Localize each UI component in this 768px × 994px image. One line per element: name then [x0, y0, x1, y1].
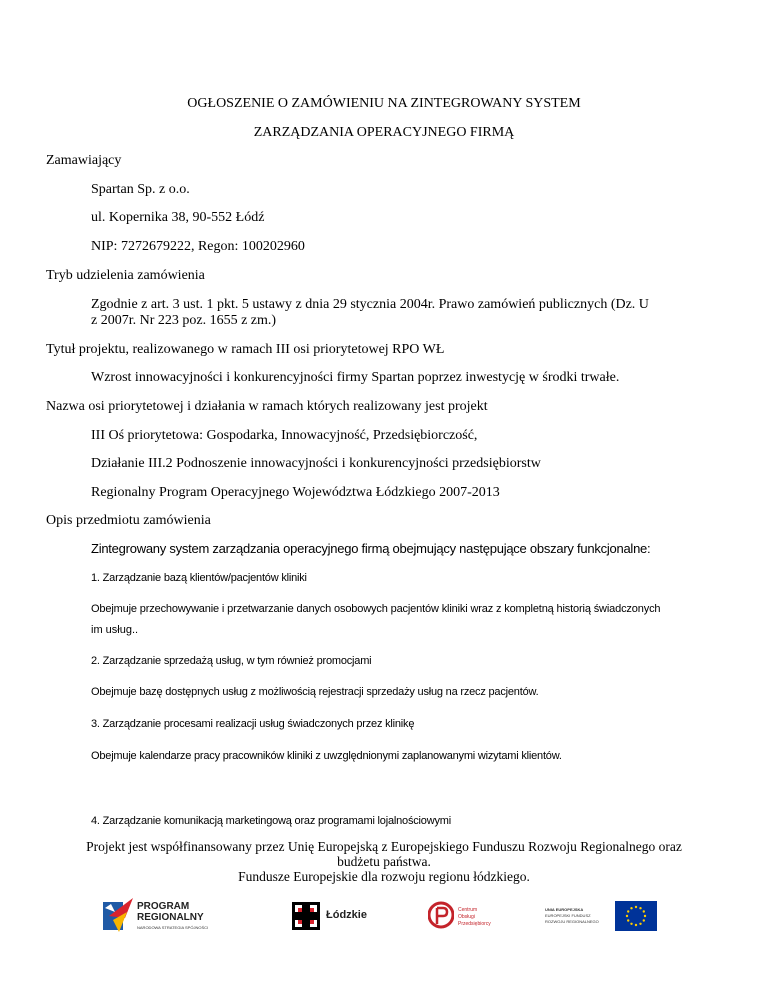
- eu-star-icon: [635, 906, 637, 908]
- eu-star-icon: [630, 923, 632, 925]
- item-2-desc: Obejmuje bazę dostępnych usług z możliwością rejestracji sprzedaży usług na rzecz pacjentów.: [91, 686, 539, 698]
- eu-line-2: EUROPEJSKI FUNDUSZ: [545, 913, 591, 918]
- program-regionalny-line-1: PROGRAM: [137, 901, 190, 912]
- eu-flag-icon: [615, 901, 657, 931]
- title-line-2: ZARZĄDZANIA OPERACYJNEGO FIRMĄ: [253, 125, 515, 140]
- footer-line-1: Projekt jest współfinansowany przez Unię Europejską z Europejskiego Funduszu Rozwoju Regionalnego oraz: [86, 839, 682, 854]
- centrum-obslugi-logo: [428, 896, 508, 936]
- eu-star-icon: [626, 915, 628, 917]
- eu-star-icon: [639, 907, 641, 909]
- item-3-desc: Obejmuje kalendarze pracy pracowników kliniki z uwzględnionymi zaplanowanymi wizytami klientów.: [91, 750, 562, 762]
- footer-logos: [0, 896, 768, 936]
- procedure-line-1: Zgodnie z art. 3 ust. 1 pkt. 5 ustawy z dnia 29 stycznia 2004r. Prawo zamówień publicznych (Dz. U: [91, 297, 649, 312]
- lodzkie-logo: [292, 896, 372, 936]
- lodzkie-emblem-icon: [292, 902, 320, 930]
- program-regionalny-logo: [103, 896, 223, 936]
- axis-line-1: III Oś priorytetowa: Gospodarka, Innowacyjność, Przedsiębiorczość,: [91, 428, 478, 443]
- item-3-title: 3. Zarządzanie procesami realizacji usług świadczonych przez klinikę: [91, 718, 415, 730]
- contracting-ids: NIP: 7272679222, Regon: 100202960: [91, 239, 305, 254]
- footer-line-3: Fundusze Europejskie dla rozwoju regionu łódzkiego.: [238, 869, 530, 884]
- eu-star-icon: [644, 915, 646, 917]
- item-2-title: 2. Zarządzanie sprzedażą usług, w tym również promocjami: [91, 655, 372, 667]
- item-1-desc-line-2: im usług..: [91, 624, 139, 636]
- centrum-line-2: Obsługi: [458, 914, 475, 920]
- program-regionalny-emblem-icon: [103, 898, 133, 934]
- contracting-address: ul. Kopernika 38, 90-552 Łódź: [91, 210, 265, 225]
- eu-star-icon: [643, 919, 645, 921]
- axis-line-2: Działanie III.2 Podnoszenie innowacyjności i konkurencyjności przedsiębiorstw: [91, 456, 541, 471]
- centrum-emblem-icon: [428, 900, 454, 930]
- program-regionalny-line-3: NARODOWA STRATEGIA SPÓJNOŚCI: [137, 925, 209, 930]
- section-heading-contracting: Zamawiający: [46, 153, 122, 168]
- contracting-name: Spartan Sp. z o.o.: [91, 182, 190, 197]
- section-heading-axis: Nazwa osi priorytetowej i działania w ramach których realizowany jest projekt: [46, 399, 488, 414]
- axis-line-3: Regionalny Program Operacyjnego Województwa Łódzkiego 2007-2013: [91, 485, 500, 500]
- lodzkie-text: Łódzkie: [326, 909, 367, 921]
- section-heading-procedure: Tryb udzielenia zamówienia: [46, 268, 205, 283]
- eu-star-icon: [643, 910, 645, 912]
- subject-intro: Zintegrowany system zarządzania operacyjnego firmą obejmujący następujące obszary funkcjonalne:: [91, 541, 651, 556]
- item-4-title: 4. Zarządzanie komunikacją marketingową oraz programami lojalnościowymi: [91, 815, 451, 827]
- project-title: Wzrost innowacyjności i konkurencyjności firmy Spartan poprzez inwestycję w środki trwałe.: [91, 370, 620, 385]
- eu-star-icon: [630, 907, 632, 909]
- centrum-line-3: Przedsiębiorcy: [458, 921, 491, 927]
- item-1-title: 1. Zarządzanie bazą klientów/pacjentów kliniki: [91, 572, 307, 584]
- eu-star-icon: [639, 923, 641, 925]
- procedure-line-2: z 2007r. Nr 223 poz. 1655 z zm.): [91, 313, 277, 328]
- eu-star-icon: [635, 924, 637, 926]
- title-line-1: OGŁOSZENIE O ZAMÓWIENIU NA ZINTEGROWANY SYSTEM: [187, 96, 581, 111]
- section-heading-subject: Opis przedmiotu zamówienia: [46, 513, 211, 528]
- eu-line-3: ROZWOJU REGIONALNEGO: [545, 919, 599, 924]
- centrum-line-1: Centrum: [458, 907, 478, 913]
- program-regionalny-line-2: REGIONALNY: [137, 912, 204, 923]
- eu-logo: [545, 896, 660, 936]
- item-1-desc-line-1: Obejmuje przechowywanie i przetwarzanie danych osobowych pacjentów kliniki wraz z kompletną historią świadczonych: [91, 603, 661, 615]
- eu-line-1: UNIA EUROPEJSKA: [545, 907, 584, 912]
- section-heading-project: Tytuł projektu, realizowanego w ramach III osi priorytetowej RPO WŁ: [46, 342, 445, 357]
- footer-line-2: budżetu państwa.: [337, 854, 431, 869]
- eu-star-icon: [627, 910, 629, 912]
- eu-star-icon: [627, 919, 629, 921]
